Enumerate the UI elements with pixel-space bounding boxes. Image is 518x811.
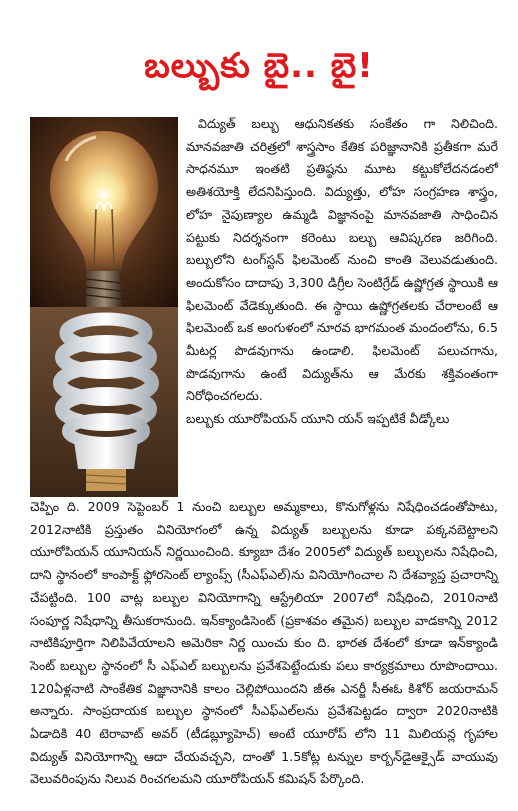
article-body	[30, 117, 498, 791]
second-paragraph-rest: చెప్పిం ది. 2009 సెప్టెంబర్ 1 నుంచి బల్బుల అమ్మకాలు, కొనుగోళ్లను నిషేధించడంతోపాటు, 2012నాటికి ప్రస్తుతం వినియోగంలో ఉన్న విద్యుత్ బల్బులను కూడా పక్కనబెట్టాలని యూరోపియన్ యూనియన్ నిర్ణయించింది. క్యూబా దేశం 2005లో విద్యుత్ బల్బులను నిషేధించి, దాని స్థానంలో కాంపాక్ట్ ఫ్లోరసెంట్ ల్యాంప్స్ (సీఎఫ్ఎల్)ను వినియోగించాల ని దేశవ్యాప్త ప్రచారాన్ని చేపట్టింది. 100 వాట్ల బల్బుల వినియోగాన్ని ఆస్ట్రేలియా 2007లో నిషేధించి, 2010నాటి సంపూర్ణ నిషేధాన్ని తీసుకరానుంది. ఇన్‌క్యాండిసెంట్ (ప్రకాశవం తమైన) బల్బుల వాడకాన్ని 2012 నాటికిపూర్తిగా నిలిపివేయాలని అమెరికా నిర్ణ యించు కుం ది. భారత దేశంలో కూడా ఇన్‌క్యాండి సెంట్ బల్బుల స్థానంలో సీ ఎఫ్ఎల్ బల్బులను ప్రవేశపెట్టేందుకు పలు కార్యక్రమాలు రూపొందాయి. 120ఏళ్లనాటి సాంకేతిక విజ్ఞానానికి కాలం చెల్లిపోయిందని జీఈ ఎనర్జీ సీఈఓ కిశోర్ జయరామన్ అన్నారు. సాంప్రదాయక బల్బుల స్థానంలో సీఎఫ్ఎల్‌లను ప్రవేశపెట్టడం ద్వారా 2020నాటికి ఏడాదికి 40 టెరావాట్ అవర్ (టీడబ్ల్యూహెచ్) అంటే యూరోప్ లోని 11 మిలియన్ల గృహాల విద్యుత్ వినియోగాన్ని ఆదా చేయవచ్చని, దాంతో 1.5కోట్ల టన్నుల కార్బన్‌డైఆక్సైడ్ వాయువు వెలువరింపును నిలువ రించగలమని యూరోపియన్ కమిషన్ పేర్కొంది.	[30, 499, 498, 787]
lead-row	[30, 117, 498, 497]
lead-paragraph: విద్యుత్ బల్బు ఆధునికతకు సంకేతం గా నిలిచింది. మానవజాతి చరిత్రలో శాస్త్రసాం కేతిక పరిజ్ఞానానికి ప్రతీకగా మరే సాధనమూ ఇంతటి ప్రతిష్ఠను మూట కట్టుకోలేదనడంలో అతిశయోక్తి లేదనిపిస్తుంది. విద్యుత్తు, లోహ సంగ్రహణ శాస్త్రం, లోహ నైపుణ్యాల ఉమ్మడి విజ్ఞానంపై మానవజాతి సాధించిన పట్టుకు నిదర్శనంగా కరెంటు బల్బు ఆవిష్కరణ జరిగింది. బల్బులోని టంగ్‌స్టన్ ఫిలమెంట్ నుంచి కాంతి వెలువడుతుంది. అందుకోసం దాదాపు 3,300 డిగ్రీల సెంటిగ్రేడ్ ఉష్ణోగ్రత స్థాయికి ఆ ఫిలమెంట్ వేడెక్కుతుంది. ఈ స్థాయి ఉష్ణోగ్రతలకు చేరాలంటే ఆ ఫిలమెంట్ ఒక అంగుళంలో నూరవ భాగమంత మందంలోను, 6.5 మీటర్ల పొడవుగాను ఉండాలి. ఫిలమెంట్ పలుచగాను, పొడవుగాను ఉంటే విద్యుత్‌ను ఆ మేరకు శక్తివంతంగా నిరోధించగలదు.	[186, 116, 498, 404]
cfl-bulb-photo	[30, 307, 178, 497]
lead-column	[178, 113, 498, 431]
second-paragraph-start: బల్బుకు యూరోపియన్ యూని యన్ ఇప్పటికే వీడ్కోలు	[186, 411, 450, 427]
incandescent-bulb-photo	[30, 117, 178, 307]
headline: బల్బుకు బై.. బై!	[144, 46, 374, 86]
article-images	[30, 117, 178, 497]
full-width-text	[30, 496, 498, 791]
